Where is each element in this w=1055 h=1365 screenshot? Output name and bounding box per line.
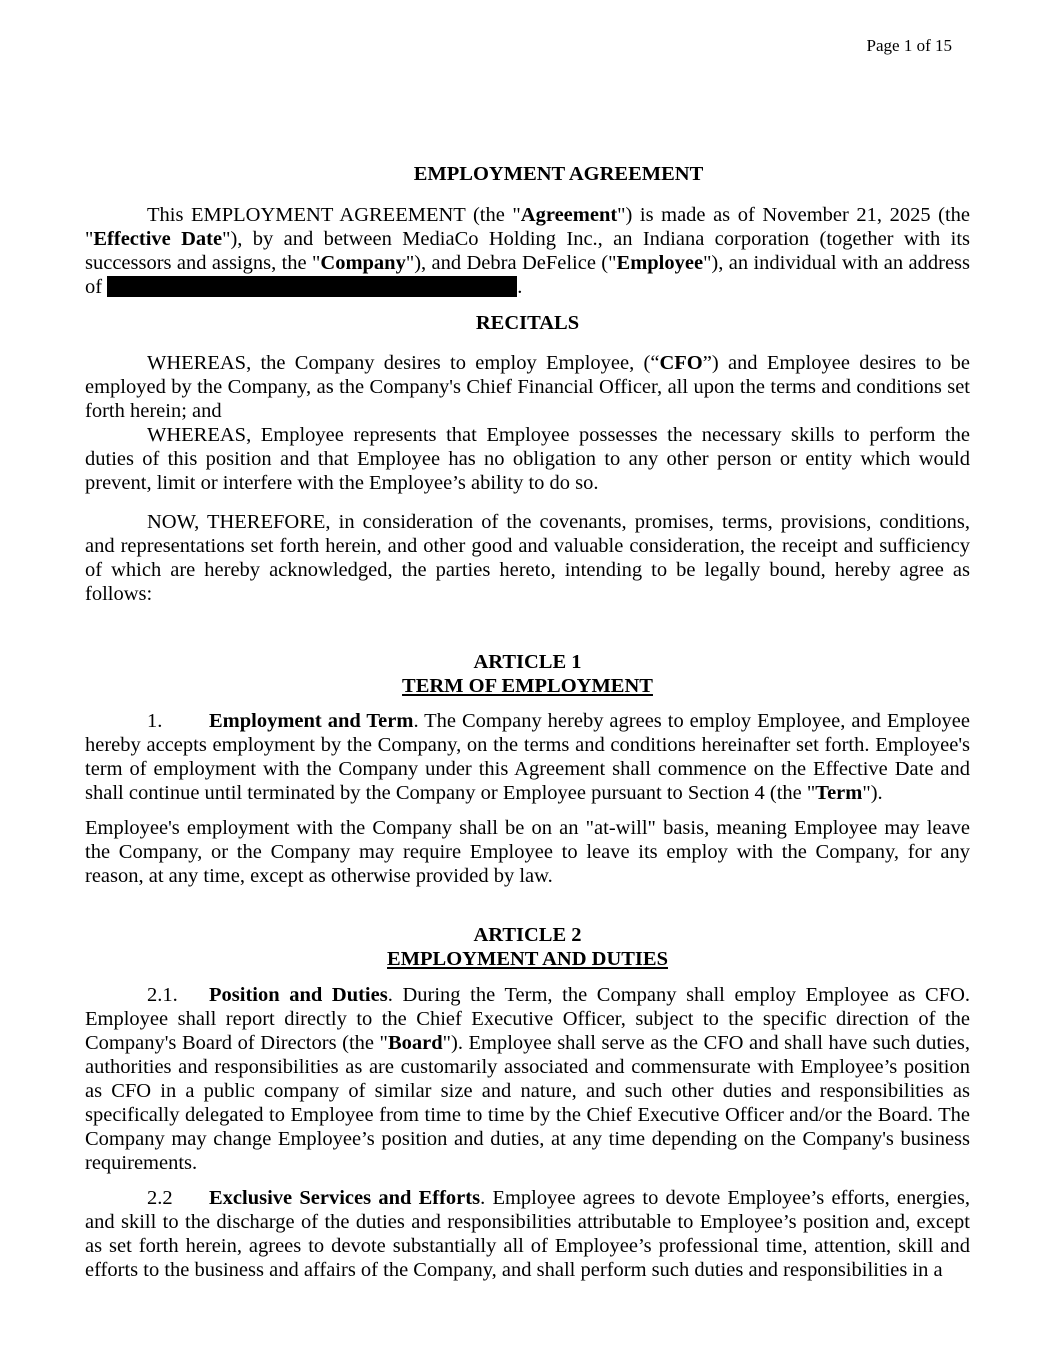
defined-term-term: Term bbox=[815, 782, 863, 804]
text-run: . Employee agrees to devote Employee’s efforts, energies, and skill to the discharge of the duties and responsibilities attributable to Employee’s position and, except as set forth herein, agrees to devote substantially all of Employee’s professional time, attention, skill and efforts to the business and affairs of the Company, and shall perform such duties and responsibilities in a bbox=[85, 1187, 970, 1281]
defined-term-agreement: Agreement bbox=[520, 204, 618, 226]
text-run: "), an individual with an address of bbox=[85, 252, 970, 298]
text-run: ”) and Employee desires to be employed by the Company, as the Company's Chief Financial Officer, all upon the terms and conditions set forth herein; and bbox=[85, 352, 970, 422]
text-run: ") is made as of November 21, 2025 (the " bbox=[85, 204, 971, 250]
section-number: 1. bbox=[147, 710, 163, 732]
recitals-heading: RECITALS bbox=[475, 312, 580, 334]
defined-term-cfo: CFO bbox=[659, 352, 703, 374]
text-run: . During the Term, the Company shall employ Employee as CFO. Employee shall report directly to the Chief Executive Officer, subject to the specific direction of the Company's Board of Directors (the " bbox=[85, 984, 971, 1054]
article-2-heading bbox=[85, 923, 970, 971]
text-run: . The Company hereby agrees to employ Employee, and Employee hereby accepts employment by the Company, on the terms and conditions hereinafter set forth. Employee's term of employment with the Company under this Agreement shall commence on the Effective Date and shall continue until terminated by the Company or Employee pursuant to Section 4 (the " bbox=[85, 710, 970, 804]
section-heading: Position and Duties bbox=[209, 984, 388, 1006]
article-2-title-line: EMPLOYMENT AND DUTIES bbox=[387, 948, 668, 970]
text-run: "). Employee shall serve as the CFO and shall have such duties, authorities and responsibilities as are customarily associated and commensurate with Employee’s position as CFO in a public company of similar size and nature, and such other duties and responsibilities as specifically delegated to Employee from time to time by the Chief Executive Officer and/or the Board. The Company may change Employee’s position and duties, at any time depending on the Company's business requirements. bbox=[85, 1032, 970, 1174]
whereas-paragraph-2: WHEREAS, Employee represents that Employee possesses the necessary skills to perform the duties of this position and that Employee has no obligation to any other person or entity which would prevent, limit or interfere with the Employee’s ability to do so. bbox=[85, 424, 970, 494]
defined-term-effective-date: Effective Date bbox=[93, 228, 223, 250]
defined-term-employee: Employee bbox=[616, 252, 704, 274]
section-2-2-paragraph bbox=[85, 1186, 970, 1282]
document-title: EMPLOYMENT AGREEMENT bbox=[413, 163, 704, 185]
redacted-address-box bbox=[107, 276, 517, 297]
now-therefore-paragraph: NOW, THEREFORE, in consideration of the covenants, promises, terms, provisions, conditions, and representations set forth herein, and other good and valuable consideration, the receipt and sufficiency of which are hereby acknowledged, the parties hereto, intending to be legally bound, hereby agree as follows: bbox=[85, 511, 970, 605]
article-1-number-line: ARTICLE 1 bbox=[473, 651, 582, 673]
text-run: . bbox=[517, 276, 523, 298]
article-1-heading bbox=[85, 650, 970, 698]
intro-paragraph bbox=[85, 203, 970, 299]
article-1-title-line: TERM OF EMPLOYMENT bbox=[402, 675, 653, 697]
section-number: 2.2 bbox=[147, 1187, 173, 1209]
text-run: "), by and between MediaCo Holding Inc., an Indiana corporation (together with its successors and assigns, the " bbox=[85, 228, 970, 274]
text-run: WHEREAS, the Company desires to employ Employee, (“ bbox=[147, 352, 660, 374]
page-number: Page 1 of 15 bbox=[866, 36, 952, 55]
article-2-number-line: ARTICLE 2 bbox=[473, 924, 582, 946]
section-1-paragraph bbox=[85, 709, 970, 805]
at-will-paragraph: Employee's employment with the Company shall be on an "at-will" basis, meaning Employee may leave the Company, or the Company may require Employee to leave its employ with the Company, for any reason, at any time, except as otherwise provided by law. bbox=[85, 817, 970, 887]
section-heading: Employment and Term bbox=[209, 710, 414, 732]
whereas-paragraph-1 bbox=[85, 351, 970, 423]
section-2-1-paragraph bbox=[85, 983, 970, 1175]
defined-term-board: Board bbox=[387, 1032, 443, 1054]
text-run: "). bbox=[862, 782, 883, 804]
text-run: This EMPLOYMENT AGREEMENT (the " bbox=[147, 204, 521, 226]
text-run: "), and Debra DeFelice (" bbox=[405, 252, 617, 274]
section-heading: Exclusive Services and Efforts bbox=[209, 1187, 481, 1209]
defined-term-company: Company bbox=[320, 252, 406, 274]
section-number: 2.1. bbox=[147, 984, 178, 1006]
